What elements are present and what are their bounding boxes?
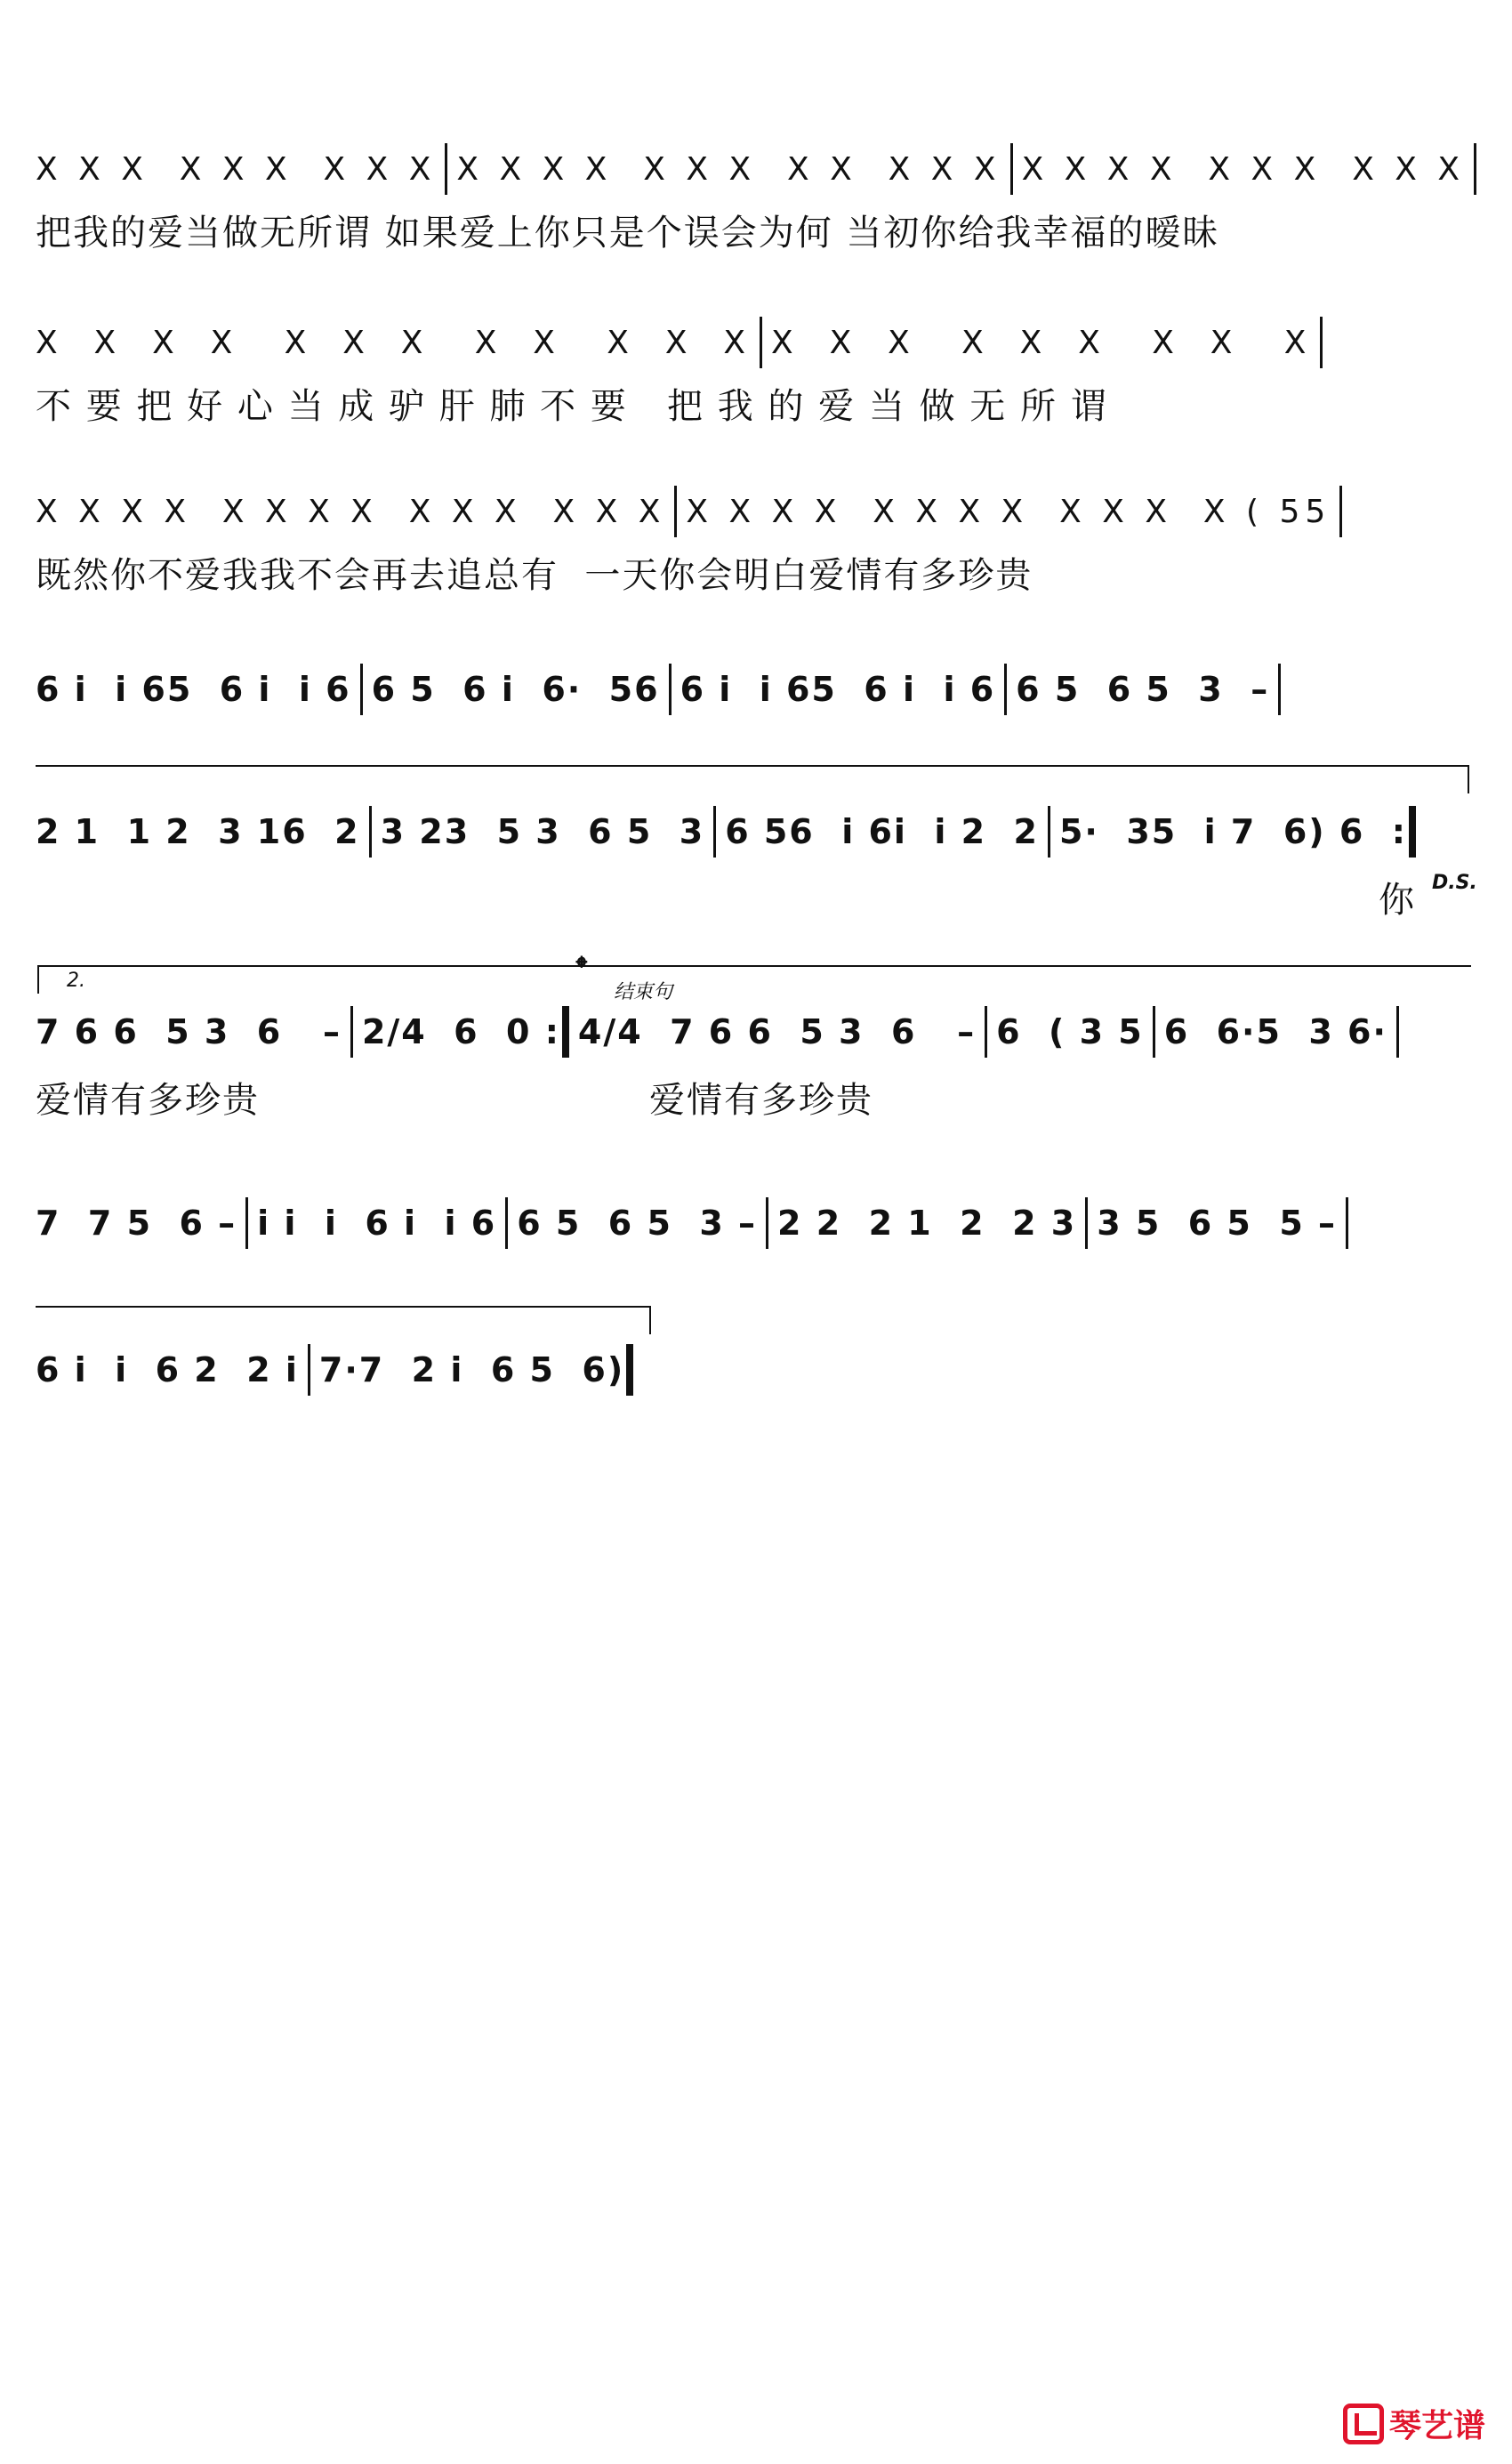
barline	[1474, 143, 1476, 195]
measure: X X X X X X X X X X	[1021, 150, 1466, 188]
volta-bracket	[36, 1306, 651, 1334]
notes-row	[36, 805, 1425, 858]
barline	[245, 1197, 248, 1249]
volta-bracket	[37, 965, 1471, 994]
barline	[1048, 806, 1050, 858]
ds-marking: D.S.	[1432, 872, 1477, 894]
measure: 3 5 6 5 5 –	[1097, 1204, 1337, 1243]
coda-icon: 𝄌	[576, 950, 587, 986]
final-barline	[626, 1344, 633, 1396]
repeat-barline	[1409, 806, 1416, 858]
barline	[369, 806, 372, 858]
measure: 6 5 6 5 3 –	[1016, 670, 1270, 709]
lyrics-line: 爱情有多珍贵	[649, 1080, 873, 1121]
coda-label: 结束句	[614, 981, 673, 1003]
logo-icon	[1343, 2404, 1384, 2444]
volta-label: 2.	[67, 970, 85, 992]
notes-row	[36, 1005, 1408, 1059]
measure: 4/4 7 6 6 5 3 6 –	[577, 1012, 977, 1051]
barline	[1320, 317, 1323, 368]
barline	[674, 486, 677, 537]
volta-bracket	[36, 765, 1469, 793]
repeat-barline	[562, 1006, 569, 1058]
notes-row	[36, 1343, 642, 1397]
lyrics-line: 既然你不爱我我不会再去追总有 一天你会明白爱情有多珍贵	[36, 555, 1033, 596]
measure: X X X X X X X X X X X X X X	[36, 493, 666, 530]
barline	[1346, 1197, 1348, 1249]
measure: 6 5 6 i 6· 56	[371, 670, 660, 709]
barline	[360, 664, 363, 715]
lyrics-line: 爱情有多珍贵	[36, 1080, 260, 1121]
barline	[308, 1344, 310, 1396]
lyrics-line: 把我的爱当做无所谓 如果爱上你只是个误会为何 当初你给我幸福的暧昧	[36, 213, 1220, 254]
notes-row	[36, 1196, 1357, 1250]
measure: 2/4 6 0 :	[361, 1012, 560, 1051]
barline	[505, 1197, 508, 1249]
barline	[669, 664, 672, 715]
barline	[1010, 143, 1013, 195]
barline	[766, 1197, 768, 1249]
lyrics-line: 不 要 把 好 心 当 成 驴 肝 肺 不 要 把 我 的 爱 当 做 无 所 谓	[36, 386, 1108, 427]
measure: 6 5 6 5 3 –	[517, 1204, 758, 1243]
barline	[445, 143, 447, 195]
barline	[1396, 1006, 1399, 1058]
lyric-end: 你	[1379, 880, 1416, 921]
measure: X X X X X X X X X	[36, 150, 437, 188]
barline	[1339, 486, 1342, 537]
measure: 7·7 2 i 6 5 6)	[318, 1350, 625, 1389]
measure: 2 2 2 1 2 2 3	[777, 1204, 1077, 1243]
rhythm-row	[36, 316, 1331, 369]
measure: 3 23 5 3 6 5 3	[380, 812, 705, 851]
barline	[1085, 1197, 1088, 1249]
measure: 6 i i 65 6 i i 6	[680, 670, 996, 709]
measure: 2 1 1 2 3 16 2	[36, 812, 360, 851]
barline	[1004, 664, 1007, 715]
barline	[985, 1006, 987, 1058]
measure: X X X X X X X X X	[771, 324, 1312, 361]
rhythm-row	[36, 485, 1351, 538]
barline	[350, 1006, 353, 1058]
measure: 6 i i 6 2 2 i	[36, 1350, 299, 1389]
measure: 7 7 5 6 –	[36, 1204, 237, 1243]
measure: X X X X X X X X X X X X	[36, 324, 752, 361]
measure: 6 56 i 6i i 2 2	[725, 812, 1039, 851]
measure: 7 6 6 5 3 6 –	[36, 1012, 342, 1051]
barline	[760, 317, 762, 368]
measure: X X X X X X X X X X X X	[456, 150, 1001, 188]
measure: X X X X X X X X X X X X ( 55	[686, 493, 1331, 530]
rhythm-row	[36, 142, 1485, 196]
brand-logo	[1343, 2401, 1485, 2446]
measure: 5· 35 i 7 6) 6 :	[1058, 812, 1407, 851]
logo-text: 琴艺谱	[1388, 2408, 1485, 2444]
measure: 6 i i 65 6 i i 6	[36, 670, 351, 709]
barline	[1153, 1006, 1155, 1058]
barline	[713, 806, 716, 858]
barline	[1278, 664, 1281, 715]
measure: i i i 6 i i 6	[257, 1204, 497, 1243]
measure: 6 ( 3 5	[996, 1012, 1144, 1051]
notes-row	[36, 663, 1290, 716]
measure: 6 6·5 3 6·	[1163, 1012, 1387, 1051]
